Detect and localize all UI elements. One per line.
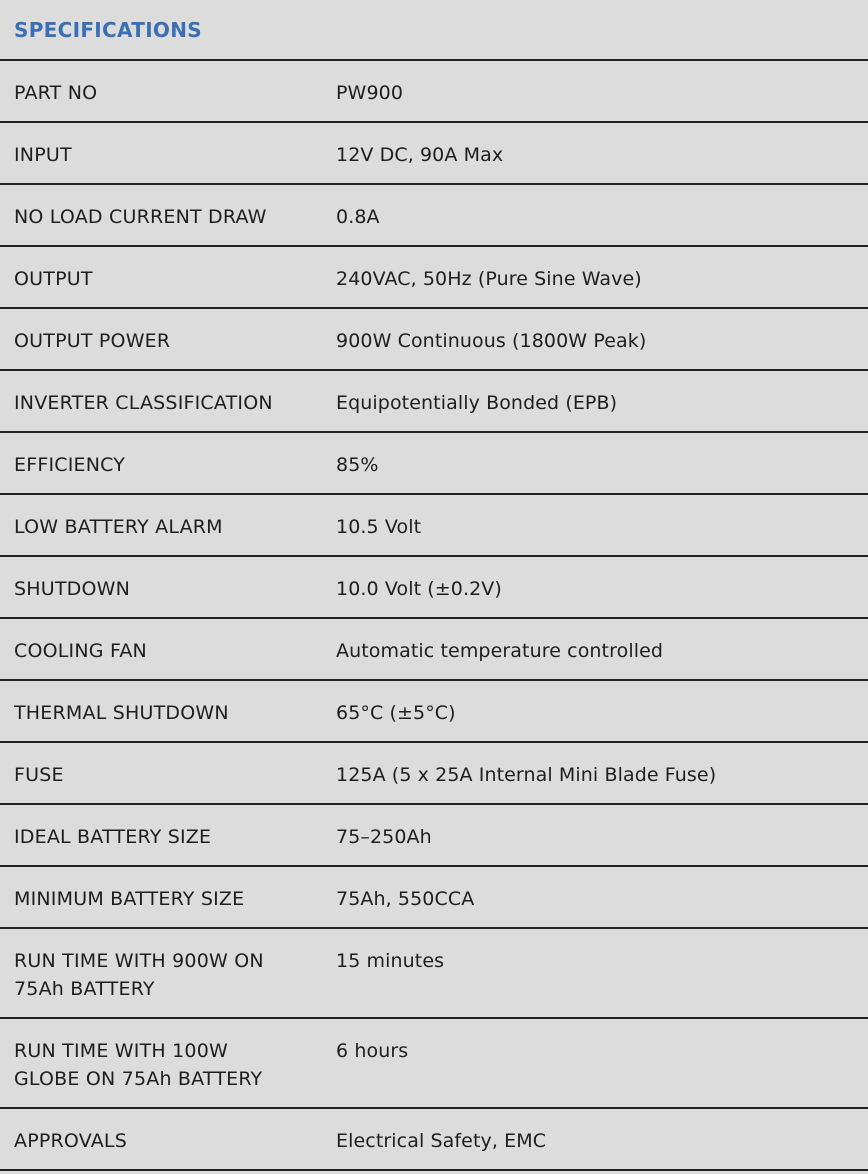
- spec-label: RUN TIME WITH 100W GLOBE ON 75Ah BATTERY: [14, 1040, 263, 1090]
- spec-row-output: [0, 247, 868, 309]
- spec-value: 0.8A: [336, 206, 380, 228]
- spec-row-inverter-classification: [0, 371, 868, 433]
- spec-value: 6 hours: [336, 1040, 409, 1062]
- spec-row-ideal-battery-size: [0, 805, 868, 867]
- spec-row-input: [0, 123, 868, 185]
- spec-row-cooling-fan: [0, 619, 868, 681]
- spec-value: 15 minutes: [336, 950, 445, 972]
- spec-label: LOW BATTERY ALARM: [14, 516, 223, 538]
- spec-label: MINIMUM BATTERY SIZE: [14, 888, 245, 910]
- spec-label: INVERTER CLASSIFICATION: [14, 392, 273, 414]
- spec-row-thermal-shutdown: [0, 681, 868, 743]
- spec-row-no-load-current-draw: [0, 185, 868, 247]
- spec-row-efficiency: [0, 433, 868, 495]
- spec-value: 900W Continuous (1800W Peak): [336, 330, 647, 352]
- spec-value: 12V DC, 90A Max: [336, 144, 504, 166]
- spec-value: 240VAC, 50Hz (Pure Sine Wave): [336, 268, 642, 290]
- spec-label: THERMAL SHUTDOWN: [14, 702, 229, 724]
- spec-value: Automatic temperature controlled: [336, 640, 664, 662]
- specifications-header: [0, 0, 868, 61]
- spec-row-minimum-battery-size: [0, 867, 868, 929]
- spec-label: APPROVALS: [14, 1130, 127, 1152]
- spec-row-low-battery-alarm: [0, 495, 868, 557]
- spec-value: 125A (5 x 25A Internal Mini Blade Fuse): [336, 764, 717, 786]
- spec-row-fuse: [0, 743, 868, 805]
- spec-label: EFFICIENCY: [14, 454, 126, 476]
- spec-label: OUTPUT: [14, 268, 93, 290]
- spec-row-shutdown: [0, 557, 868, 619]
- spec-row-part-no: [0, 61, 868, 123]
- specifications-title: SPECIFICATIONS: [14, 17, 202, 42]
- spec-label: COOLING FAN: [14, 640, 147, 662]
- spec-label: OUTPUT POWER: [14, 330, 171, 352]
- spec-row-run-time-900w: [0, 929, 868, 1019]
- spec-value: 10.5 Volt: [336, 516, 422, 538]
- spec-label: RUN TIME WITH 900W ON 75Ah BATTERY: [14, 950, 264, 1000]
- spec-value: Equipotentially Bonded (EPB): [336, 392, 618, 414]
- spec-label: NO LOAD CURRENT DRAW: [14, 206, 267, 228]
- spec-label: IDEAL BATTERY SIZE: [14, 826, 212, 848]
- spec-value: Electrical Safety, EMC: [336, 1130, 547, 1152]
- spec-label: FUSE: [14, 764, 64, 786]
- spec-row-approvals: [0, 1109, 868, 1171]
- spec-label: SHUTDOWN: [14, 578, 131, 600]
- spec-label: PART NO: [14, 82, 98, 104]
- spec-label: INPUT: [14, 144, 72, 166]
- spec-row-output-power: [0, 309, 868, 371]
- spec-row-run-time-100w: [0, 1019, 868, 1109]
- spec-value: PW900: [336, 82, 404, 104]
- spec-value: 10.0 Volt (±0.2V): [336, 578, 502, 600]
- spec-value: 75–250Ah: [336, 826, 432, 848]
- spec-value: 65°C (±5°C): [336, 702, 456, 724]
- spec-value: 75Ah, 550CCA: [336, 888, 475, 910]
- spec-value: 85%: [336, 454, 379, 476]
